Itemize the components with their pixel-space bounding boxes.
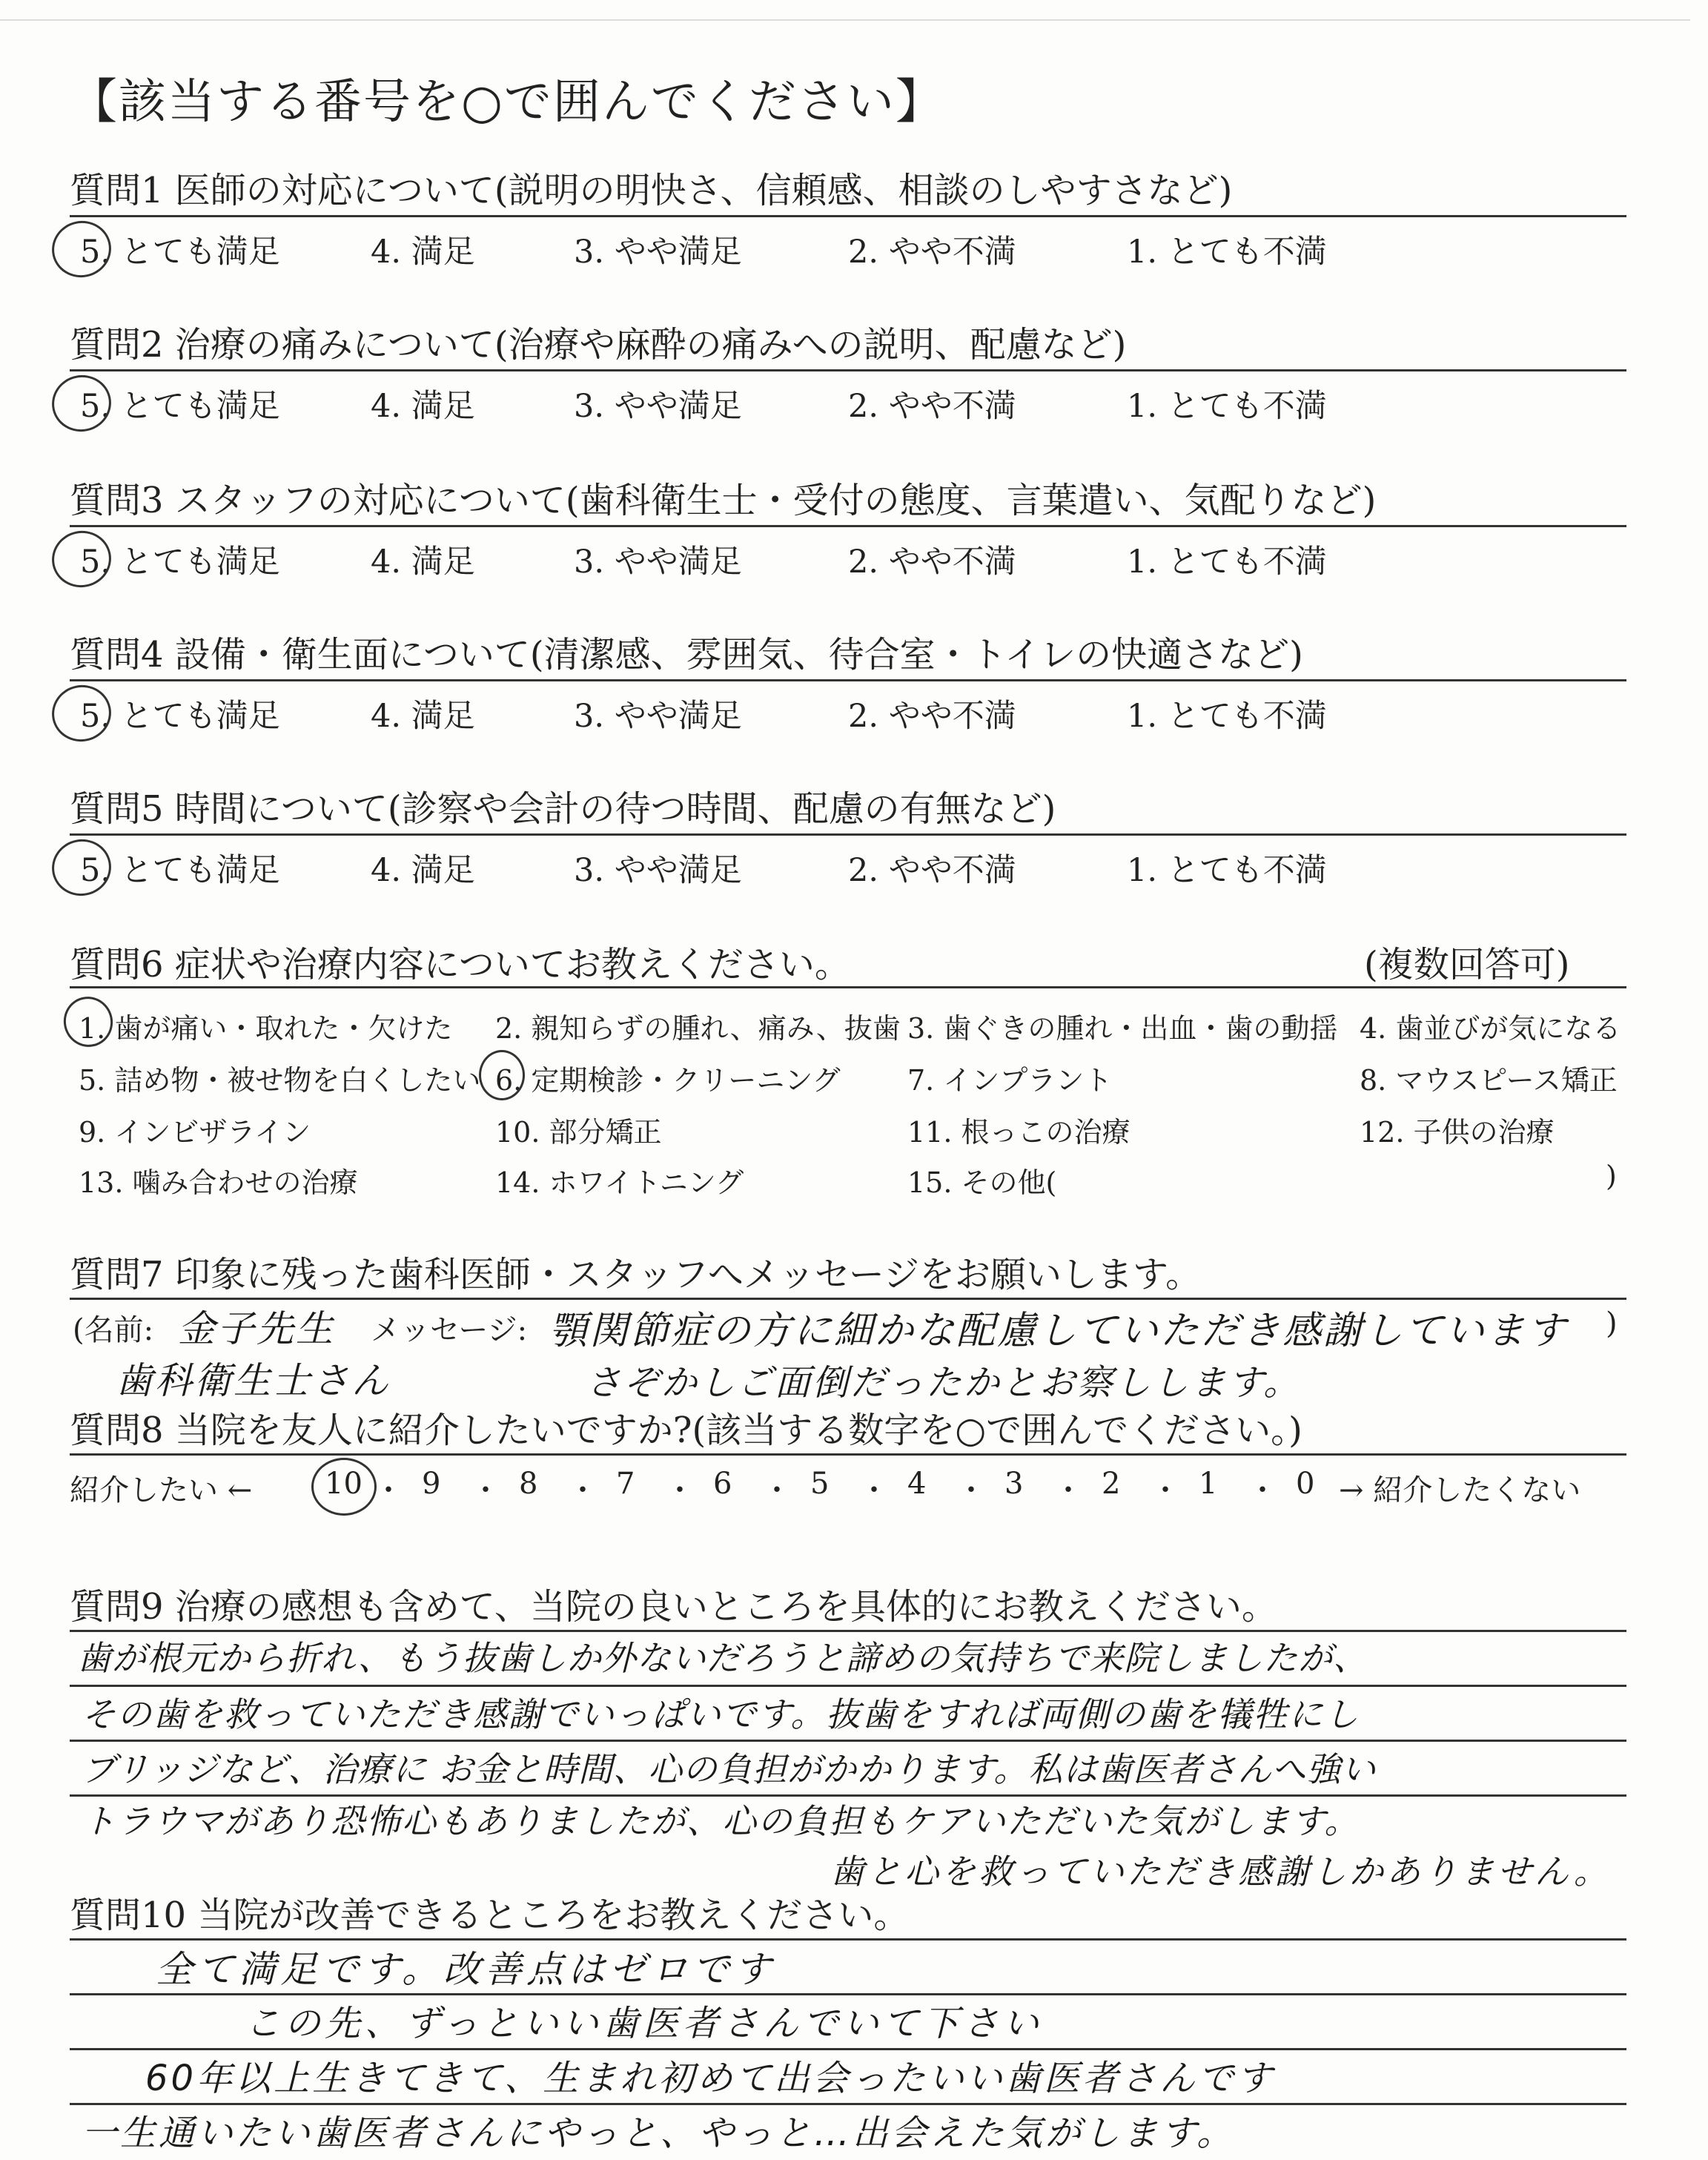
q3-circle-5: [47, 526, 116, 593]
q3-rule: [70, 525, 1626, 527]
q9-answer-line-3: ブリッジなど、治療に お金と時間、心の負担がかかります。私は歯医者さんへ強い: [82, 1749, 1377, 1789]
q6-option-1: 1. 歯が痛い・取れた・欠けた: [79, 1012, 453, 1045]
q8-rule: [70, 1453, 1626, 1456]
q10-answer-line-4: 一生通いたい歯医者さんにやっと、やっと…出会えた気がします。: [82, 2113, 1236, 2154]
q4-option-4: 4. 満足: [371, 698, 475, 735]
q3-option-2: 2. やや不満: [848, 544, 1016, 581]
q7-name-line-1: 金子先生: [178, 1307, 335, 1350]
q8-scale-3: 3: [1004, 1467, 1024, 1501]
q6-option-6: 6. 定期検診・クリーニング: [495, 1064, 841, 1097]
q1-rule: [70, 215, 1626, 217]
q6-option-10: 10. 部分矯正: [495, 1116, 662, 1149]
q5-option-4: 4. 満足: [371, 852, 475, 889]
q4-circle-5: [47, 680, 116, 747]
q8-separator: ・: [1151, 1473, 1180, 1507]
q1-option-2: 2. やや不満: [848, 234, 1016, 271]
page-top-edge: [0, 19, 1690, 21]
q1-option-1: 1. とても不満: [1127, 234, 1327, 271]
q7-name-line-2: 歯科衛生士さん: [116, 1359, 391, 1402]
q1-option-5: 5. とても満足: [80, 234, 280, 271]
q8-separator: ・: [956, 1473, 986, 1507]
q4-option-5: 5. とても満足: [80, 698, 280, 735]
q6-option-13: 13. 噛み合わせの治療: [79, 1166, 358, 1199]
q9-title: 質問9 治療の感想も含めて、当院の良いところを具体的にお教えください。: [70, 1586, 1277, 1628]
q6-option-12: 12. 子供の治療: [1360, 1116, 1555, 1149]
q6-option-14: 14. ホワイトニング: [495, 1166, 744, 1199]
q9-rule-1: [70, 1685, 1626, 1687]
q9-answer-line-5: 歯と心を救っていただき感謝しかありません。: [830, 1852, 1611, 1892]
q8-title: 質問8 当院を友人に紹介したいですか?(該当する数字を○で囲んでください。): [70, 1410, 1302, 1451]
q6-circle-6: [479, 1050, 525, 1100]
q6-note: (複数回答可): [1364, 944, 1570, 985]
q5-rule: [70, 833, 1626, 836]
q1-option-4: 4. 満足: [371, 234, 475, 271]
q4-option-3: 3. やや満足: [574, 698, 742, 735]
q1-option-3: 3. やや満足: [574, 234, 742, 271]
q10-answer-line-1: 全て満足です。改善点はゼロです: [156, 1948, 775, 1991]
q7-name-label: (名前:: [73, 1313, 154, 1347]
q2-rule: [70, 369, 1626, 371]
q8-scale-10: 10: [325, 1467, 363, 1501]
q1-circle-5: [47, 216, 116, 283]
q8-scale-9: 9: [422, 1467, 441, 1501]
q2-option-2: 2. やや不満: [848, 388, 1016, 425]
q8-separator: ・: [1053, 1473, 1083, 1507]
q2-option-5: 5. とても満足: [80, 388, 280, 425]
q5-option-2: 2. やや不満: [848, 852, 1016, 889]
q8-right-label: → 紹介したくない: [1339, 1473, 1581, 1507]
q8-scale-0: 0: [1296, 1467, 1315, 1501]
q6-option-15: 15. その他(: [907, 1166, 1057, 1199]
q8-scale-8: 8: [519, 1467, 538, 1501]
q6-option-3: 3. 歯ぐきの腫れ・出血・歯の動揺: [907, 1012, 1338, 1045]
q6-option-9: 9. インビザライン: [79, 1116, 311, 1149]
q6-option-2: 2. 親知らずの腫れ、痛み、抜歯: [495, 1012, 901, 1045]
q8-scale-4: 4: [907, 1467, 927, 1501]
q6-option-11: 11. 根っこの治療: [907, 1116, 1131, 1149]
q3-option-3: 3. やや満足: [574, 544, 742, 581]
q1-title: 質問1 医師の対応について(説明の明快さ、信頼感、相談のしやすさなど): [70, 170, 1233, 211]
q8-separator: ・: [568, 1473, 598, 1507]
q7-message-line-2: さぞかしご面倒だったかとお察しします。: [586, 1362, 1302, 1404]
form-heading: 【該当する番号を○で囲んでください】: [70, 75, 944, 130]
q7-title: 質問7 印象に残った歯科医師・スタッフへメッセージをお願いします。: [70, 1254, 1202, 1295]
q3-title: 質問3 スタッフの対応について(歯科衛生士・受付の態度、言葉遣い、気配りなど): [70, 480, 1377, 521]
q6-rule: [70, 986, 1626, 988]
q9-rule-2: [70, 1740, 1626, 1742]
q6-other-close: ): [1606, 1160, 1617, 1192]
q8-scale-7: 7: [616, 1467, 635, 1501]
q8-separator: ・: [665, 1473, 695, 1507]
q7-message-label: メッセージ:: [371, 1313, 528, 1347]
q8-separator: ・: [374, 1473, 403, 1507]
q9-answer-line-1: 歯が根元から折れ、もう抜歯しか外ないだろうと諦めの気持ちで来院しましたが、: [77, 1638, 1368, 1678]
q8-separator: ・: [762, 1473, 792, 1507]
q4-option-2: 2. やや不満: [848, 698, 1016, 735]
q10-answer-line-2: この先、ずっといい歯医者さんでいて下さい: [245, 2003, 1044, 2044]
q2-option-1: 1. とても不満: [1127, 388, 1327, 425]
q3-option-5: 5. とても満足: [80, 544, 280, 581]
q3-option-4: 4. 満足: [371, 544, 475, 581]
q8-scale-1: 1: [1199, 1467, 1218, 1501]
q5-option-5: 5. とても満足: [80, 852, 280, 889]
q2-circle-5: [47, 370, 116, 437]
q8-separator: ・: [471, 1473, 500, 1507]
q6-option-5: 5. 詰め物・被せ物を白くしたい: [79, 1064, 481, 1097]
q7-close-paren: ): [1606, 1307, 1618, 1341]
q6-title: 質問6 症状や治療内容についてお教えください。: [70, 944, 850, 985]
q8-separator: ・: [859, 1473, 889, 1507]
q5-option-3: 3. やや満足: [574, 852, 742, 889]
q2-option-4: 4. 満足: [371, 388, 475, 425]
q10-title: 質問10 当院が改善できるところをお教えください。: [70, 1895, 910, 1936]
q8-circle-10: [311, 1458, 377, 1516]
q6-option-7: 7. インプラント: [907, 1064, 1113, 1097]
q5-title: 質問5 時間について(診察や会計の待つ時間、配慮の有無など): [70, 788, 1056, 830]
q6-option-4: 4. 歯並びが気になる: [1360, 1012, 1621, 1045]
q4-option-1: 1. とても不満: [1127, 698, 1327, 735]
q5-option-1: 1. とても不満: [1127, 852, 1327, 889]
q3-option-1: 1. とても不満: [1127, 544, 1327, 581]
q8-scale-5: 5: [810, 1467, 830, 1501]
q8-separator: ・: [1248, 1473, 1277, 1507]
q2-title: 質問2 治療の痛みについて(治療や麻酔の痛みへの説明、配慮など): [70, 324, 1127, 366]
q6-option-8: 8. マウスピース矯正: [1360, 1064, 1618, 1097]
q4-title: 質問4 設備・衛生面について(清潔感、雰囲気、待合室・トイレの快適さなど): [70, 634, 1303, 676]
q9-answer-line-4: トラウマがあり恐怖心もありましたが、心の負担もケアいただいた気がします。: [82, 1801, 1360, 1841]
q7-message-line-1: 顎関節症の方に細かな配慮していただき感謝しています: [549, 1309, 1569, 1353]
q8-scale-6: 6: [713, 1467, 732, 1501]
q9-answer-line-2: その歯を救っていただき感謝でいっぱいです。抜歯をすれば両側の歯を犠牲にし: [82, 1694, 1360, 1734]
q5-circle-5: [47, 834, 116, 902]
q10-answer-line-3: 60年以上生きてきて、生まれ初めて出会ったいい歯医者さんです: [145, 2058, 1276, 2099]
q8-left-label: 紹介したい ←: [70, 1473, 253, 1507]
q4-rule: [70, 679, 1626, 681]
q8-scale-2: 2: [1102, 1467, 1121, 1501]
q2-option-3: 3. やや満足: [574, 388, 742, 425]
